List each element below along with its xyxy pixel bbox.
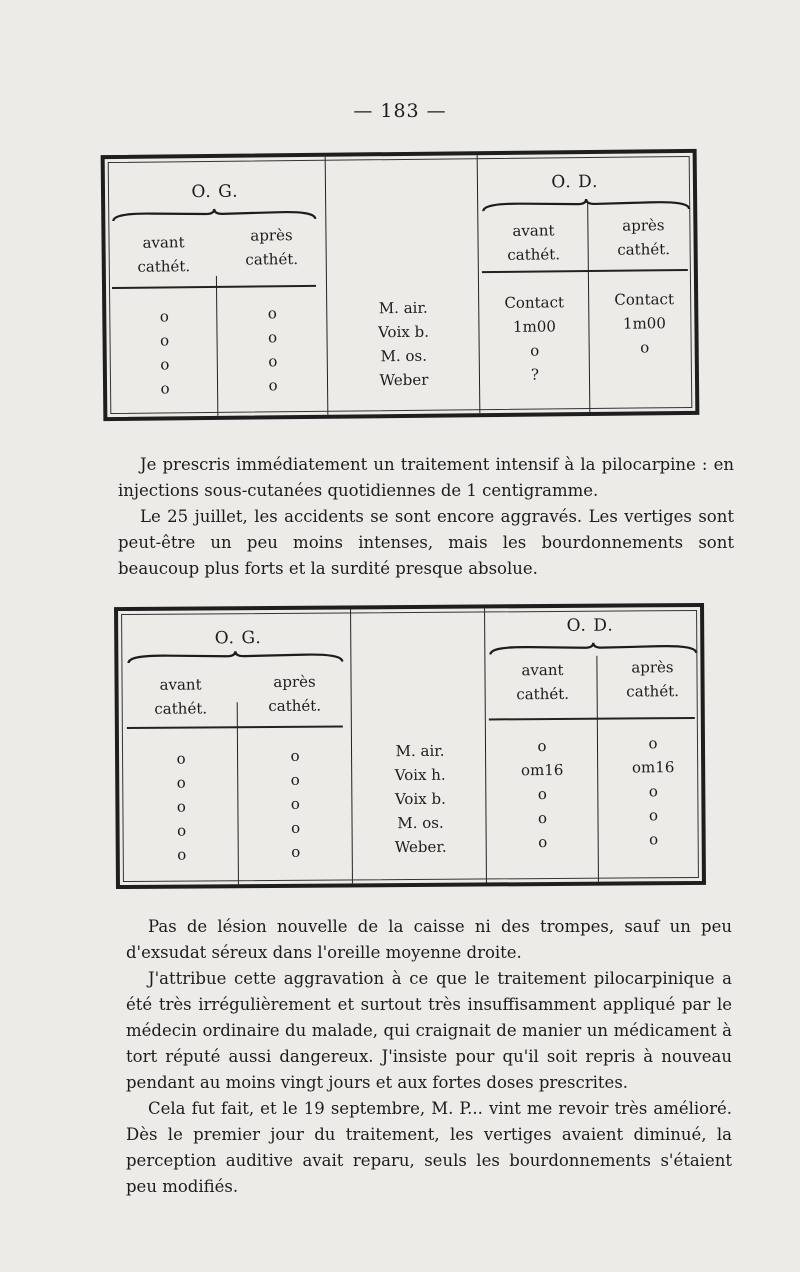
cell: o [530,341,540,360]
od-apres-header: après cathét. [617,216,671,259]
tests-column [359,739,482,860]
cell: o [537,809,548,828]
cell: o [159,307,169,326]
od-avant-column [491,734,594,855]
divider [587,202,590,412]
cell: o [267,328,278,347]
cell: o [160,379,170,398]
og-apres-header: après cathét. [245,226,299,269]
divider [477,155,481,413]
divider [325,157,329,415]
test-label: M. air. [395,741,445,761]
cell: o [291,842,301,861]
cell: o [648,782,658,801]
cell: o [290,746,300,765]
cell: o [268,352,278,371]
hearing-table-1 [101,149,700,421]
og-title: O. G. [214,628,262,649]
cell: o [538,833,548,852]
brace [481,197,691,213]
cell: o [160,355,170,374]
cell: 1m00 [512,317,556,336]
cell: Contact [614,290,675,309]
brace [126,649,344,665]
cell: o [649,830,659,849]
test-label: Voix b. [377,322,430,342]
cell: o [176,773,186,792]
og-avant-column [129,746,234,867]
brace [488,641,698,656]
rule [112,285,316,289]
paragraph: Pas de lésion nouvelle de la caisse ni des trompes, sauf un peu d'exsudat séreux dans l'oreille moyenne droite. [126,917,732,962]
cell: o [159,331,170,350]
cell: o [537,737,547,756]
cell: o [290,770,300,789]
cell: Contact [504,293,565,312]
test-label: M. os. [380,346,428,366]
hearing-table-2 [114,603,706,889]
od-avant-header: avant cathét. [516,660,570,704]
cell: ? [530,365,540,384]
rule [482,269,688,273]
od-title: O. D. [551,171,599,193]
divider [237,702,239,884]
od-title: O. D. [566,615,614,636]
og-avant-header: avant cathét. [137,233,191,276]
paragraph: Cela fut fait, et le 19 septembre, M. P... vint me revoir très amélioré. Dès le premier jour du traitement, les vertiges avaient diminué, la perception auditive avait reparu, seuls les bourdonnements s'étaient peu modifiés. [126,1099,732,1196]
og-avant-column [116,304,213,401]
od-apres-header: après cathét. [626,658,680,701]
text-block-2 [126,914,732,1200]
cell: o [267,304,277,323]
og-title: O. G. [191,181,239,203]
paragraph: Je prescris immédiatement un traitement intensif à la pilocarpine : en injections sous-cutanées quotidiennes de 1 centigramme. [118,455,734,500]
test-label: M. os. [397,813,444,833]
paragraph: Le 25 juillet, les accidents se sont encore aggravés. Les vertiges sont peut-être un peu moins intenses, mais les bourdonnements sont beaucoup plus forts et la surdité presque absolue. [118,507,734,578]
cell: o [290,818,301,837]
divider [350,609,353,883]
text-block-1 [118,452,734,582]
cell: o [648,734,658,753]
og-avant-header: avant cathét. [154,675,208,718]
cell: o [176,797,186,816]
og-apres-column [222,301,323,398]
od-apres-column [594,287,695,384]
divider [216,276,218,416]
test-label: Voix h. [394,765,446,785]
cell: o [177,845,187,864]
cell: o [537,785,547,804]
cell: o [648,806,659,825]
cell: o [268,376,278,395]
brace [111,207,317,223]
cell: om16 [520,760,564,780]
rule [127,725,343,729]
cell: o [640,338,650,357]
od-apres-column [603,731,704,852]
rule [489,717,695,720]
test-label: Voix b. [394,789,446,809]
test-label: M. air. [378,298,428,318]
cell: om16 [631,758,675,777]
og-apres-column [243,743,348,864]
cell: o [176,749,186,768]
divider [596,656,599,882]
od-avant-column [484,290,585,387]
cell: o [177,821,187,840]
paragraph: J'attribue cette aggravation à ce que le traitement pilocarpinique a été très irrégulièrement et surtout très insuffisamment appliqué par le médecin ordinaire du malade, qui craignait de manier un médicament à tort réputé aussi dangereux. J'insiste pour qu'il soit repris à nouveau pendant au moins vingt jours et aux fortes doses prescrites. [126,969,732,1092]
od-avant-header: avant cathét. [507,221,561,264]
cell: 1m00 [622,314,666,333]
og-apres-header: après cathét. [268,672,322,715]
tests-column [336,295,471,392]
divider [484,608,487,882]
test-label: Weber [379,370,429,390]
test-label: Weber. [394,837,447,857]
cell: o [290,794,300,813]
page-number: — 183 — [353,100,447,122]
